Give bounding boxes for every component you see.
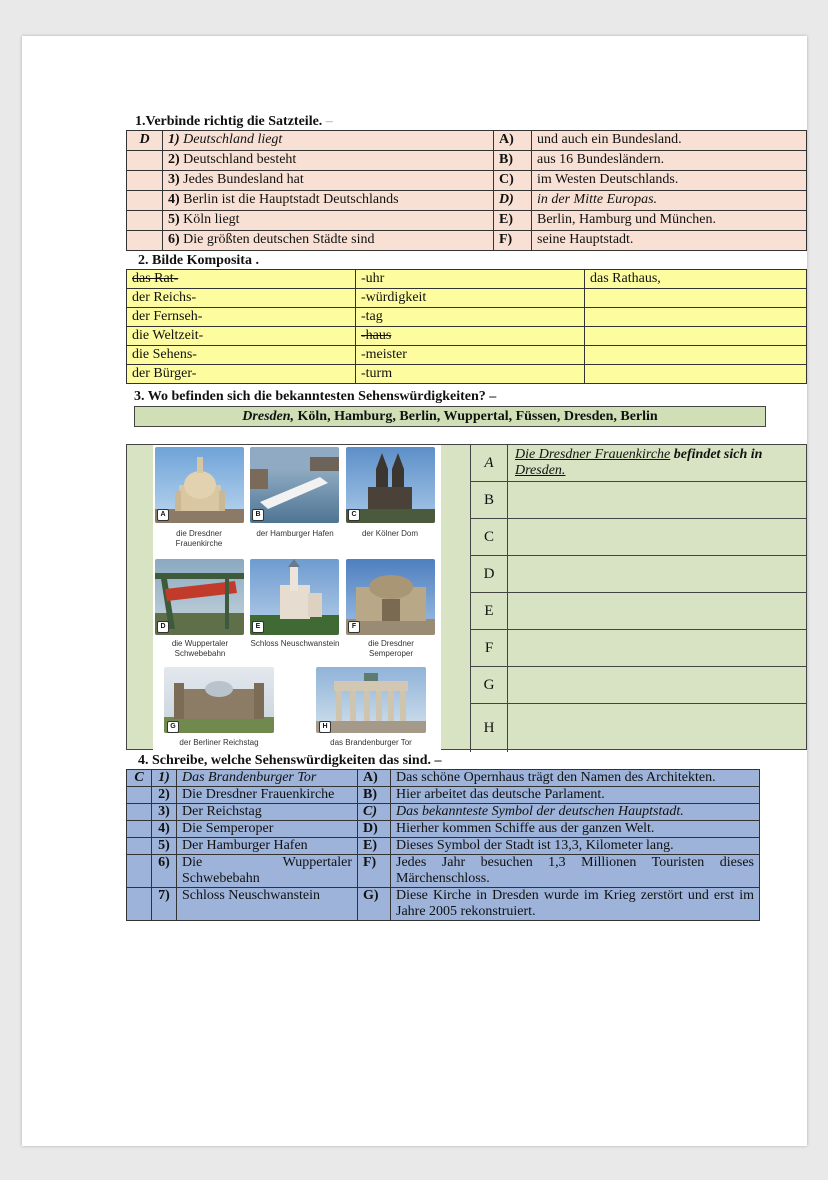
exercise-4-dash: – [434,753,442,768]
answer-cell[interactable] [127,888,152,921]
table-row [127,365,807,384]
row-number: 2) [168,152,180,167]
right-part: im Westen Deutschlands. [532,171,807,191]
photo-caption: Schloss Neuschwanstein [250,639,340,648]
photo-badge: C [348,509,360,521]
letter-cell: E) [358,838,391,855]
row-number: 6) [168,232,180,247]
exercise-4-table [126,769,760,921]
exercise-2-title: 2. Bilde Komposita . [138,253,259,268]
compound-answer[interactable] [585,327,807,346]
answer-row [470,445,806,482]
word-prefix: der Reichs- [127,289,356,308]
letter-cell: A) [358,770,391,787]
compound-answer[interactable] [585,346,807,365]
table-row [127,211,807,231]
table-row [127,787,760,804]
letter-cell: B) [494,151,532,171]
city-first: Dresden, [242,409,295,424]
description: Diese Kirche in Dresden wurde im Krieg zerstört und erst im Jahre 2005 rekonstruiert. [391,888,760,921]
letter-cell: E) [494,211,532,231]
right-part: und auch ein Bundesland. [532,131,807,151]
reichstag-illustration [164,667,274,733]
city-rest: Köln, Hamburg, Berlin, Wuppertal, Füssen, Dresden, Berlin [294,409,658,424]
table-row [127,821,760,838]
letter-cell: D) [494,191,532,211]
left-text: Deutschland besteht [183,152,297,167]
brandenburger-tor-illustration [316,667,426,733]
exercise-3-box [126,444,807,750]
exercise-1-title [135,114,333,130]
row-number: 4) [152,821,177,838]
sight-name: Die Dresdner Frauenkirche [177,787,358,804]
table-row [127,327,807,346]
table-row [127,151,807,171]
exercise-1-title-text: 1.Verbinde richtig die Satzteile. [135,114,323,129]
compound-answer[interactable] [585,308,807,327]
answer-cell[interactable] [127,838,152,855]
answer-label: A [471,445,508,481]
photo-caption: der Berliner Reichstag [179,738,259,747]
answer-text[interactable] [515,447,775,479]
answer-rows [470,445,806,752]
table-row [127,270,807,289]
right-part: aus 16 Bundesländern. [532,151,807,171]
letter-cell: A) [494,131,532,151]
left-text: Berlin ist die Hauptstadt Deutschlands [183,192,399,207]
answer-cell[interactable] [127,211,163,231]
answer-part-1: Die Dresdner Frauenkirche [515,447,671,462]
exercise-3-title: 3. Wo befinden sich die bekanntesten Sehenswürdigkeiten? – [134,389,497,404]
exercise-1-dash: – [325,114,333,129]
table-row [127,346,807,365]
answer-cell[interactable] [127,231,163,251]
word-suffix: -turm [356,365,585,384]
row-number: 5) [152,838,177,855]
description: Hierher kommen Schiffe aus der ganzen Welt. [391,821,760,838]
letter-cell: F) [494,231,532,251]
left-part [163,151,494,171]
answer-row [470,482,806,519]
answer-part-3: Dresden. [515,463,566,478]
answer-part-2: befindet sich in [670,447,763,462]
word-prefix: das Rat- [127,270,356,289]
photo-badge: H [319,721,331,733]
answer-cell[interactable]: C [127,770,152,787]
row-number: 4) [168,192,180,207]
photo-caption: der Hamburger Hafen [256,529,334,538]
left-text: Köln liegt [183,212,240,227]
letter-cell: C) [358,804,391,821]
word-suffix: -tag [356,308,585,327]
table-row [127,231,807,251]
answer-cell[interactable] [127,821,152,838]
answer-label: D [471,556,508,592]
left-part [163,191,494,211]
row-number: 1) [168,132,180,147]
description: Hier arbeitet das deutsche Parlament. [391,787,760,804]
left-text: Deutschland liegt [183,132,283,147]
answer-label: F [471,630,508,666]
letter-cell: C) [494,171,532,191]
table-row [127,289,807,308]
answer-row [470,593,806,630]
answer-label: B [471,482,508,518]
row-number: 3) [168,172,180,187]
row-number: 7) [152,888,177,921]
word-prefix: die Weltzeit- [127,327,356,346]
letter-cell: F) [358,855,391,888]
answer-label: H [471,704,508,752]
photo-caption: die Dresdner Frauenkirche [175,529,223,548]
answer-row [470,519,806,556]
answer-row [470,630,806,667]
left-part [163,131,494,151]
table-row [127,838,760,855]
table-row [127,770,760,787]
description: Das bekannteste Symbol der deutschen Hauptstadt. [391,804,760,821]
photo-badge: A [157,509,169,521]
table-row [127,191,807,211]
answer-cell[interactable] [127,191,163,211]
letter-cell: B) [358,787,391,804]
photo-caption: die Wuppertaler Schwebebahn [171,639,229,658]
left-part [163,171,494,191]
photo-reichstag [164,667,274,733]
sight-name: Die Wuppertaler Schwebebahn [177,855,358,888]
right-part: Berlin, Hamburg und München. [532,211,807,231]
answer-row [470,556,806,593]
photo-badge: F [348,621,360,633]
photo-brandenburger-tor [316,667,426,733]
exercise-4-title [138,753,442,769]
photo-badge: D [157,621,169,633]
row-number: 3) [152,804,177,821]
sight-name: Das Brandenburger Tor [177,770,358,787]
row-number: 6) [152,855,177,888]
table-row [127,171,807,191]
left-text: Die größten deutschen Städte sind [183,232,375,247]
photo-badge: B [252,509,264,521]
photo-panel [153,445,441,750]
photo-badge: E [252,621,264,633]
description: Dieses Symbol der Stadt ist 13,3, Kilometer lang. [391,838,760,855]
photo-badge: G [167,721,179,733]
answer-label: C [471,519,508,555]
word-suffix: -uhr [356,270,585,289]
row-number: 5) [168,212,180,227]
answer-cell[interactable]: D [127,131,163,151]
word-suffix: -meister [356,346,585,365]
sight-name: Der Reichstag [177,804,358,821]
left-part [163,211,494,231]
right-part: seine Hauptstadt. [532,231,807,251]
answer-label: G [471,667,508,703]
word-suffix: -haus [356,327,585,346]
left-text: Jedes Bundesland hat [183,172,304,187]
left-part [163,231,494,251]
description: Das schöne Opernhaus trägt den Namen des Architekten. [391,770,760,787]
row-number: 1) [152,770,177,787]
word-prefix: die Sehens- [127,346,356,365]
word-prefix: der Fernseh- [127,308,356,327]
worksheet-page [22,36,807,1146]
photo-caption: der Kölner Dom [361,529,419,538]
answer-row [470,667,806,704]
answer-row [470,704,806,752]
row-number: 2) [152,787,177,804]
table-row [127,804,760,821]
answer-cell[interactable] [127,787,152,804]
answer-cell[interactable] [127,855,152,888]
sight-name: Der Hamburger Hafen [177,838,358,855]
description: Jedes Jahr besuchen 1,3 Millionen Touristen dieses Märchenschloss. [391,855,760,888]
table-row [127,855,760,888]
city-word-bank [134,406,766,427]
table-row [127,888,760,921]
compound-answer[interactable] [585,365,807,384]
sight-name: Schloss Neuschwanstein [177,888,358,921]
word-prefix: der Bürger- [127,365,356,384]
answer-cell[interactable] [127,171,163,191]
letter-cell: D) [358,821,391,838]
exercise-2-table [126,269,807,384]
compound-answer[interactable] [585,289,807,308]
answer-cell[interactable] [127,151,163,171]
exercise-1-table [126,130,807,251]
word-suffix: -würdigkeit [356,289,585,308]
table-row [127,308,807,327]
sight-name: Die Semperoper [177,821,358,838]
exercise-4-title-text: 4. Schreibe, welche Sehenswürdigkeiten das sind. [138,753,431,768]
right-part: in der Mitte Europas. [532,191,807,211]
answer-label: E [471,593,508,629]
photo-caption: das Brandenburger Tor [330,738,412,747]
letter-cell: G) [358,888,391,921]
photo-caption: die Dresdner Semperoper [368,639,414,658]
answer-cell[interactable] [127,804,152,821]
compound-answer[interactable]: das Rathaus, [585,270,807,289]
table-row [127,131,807,151]
